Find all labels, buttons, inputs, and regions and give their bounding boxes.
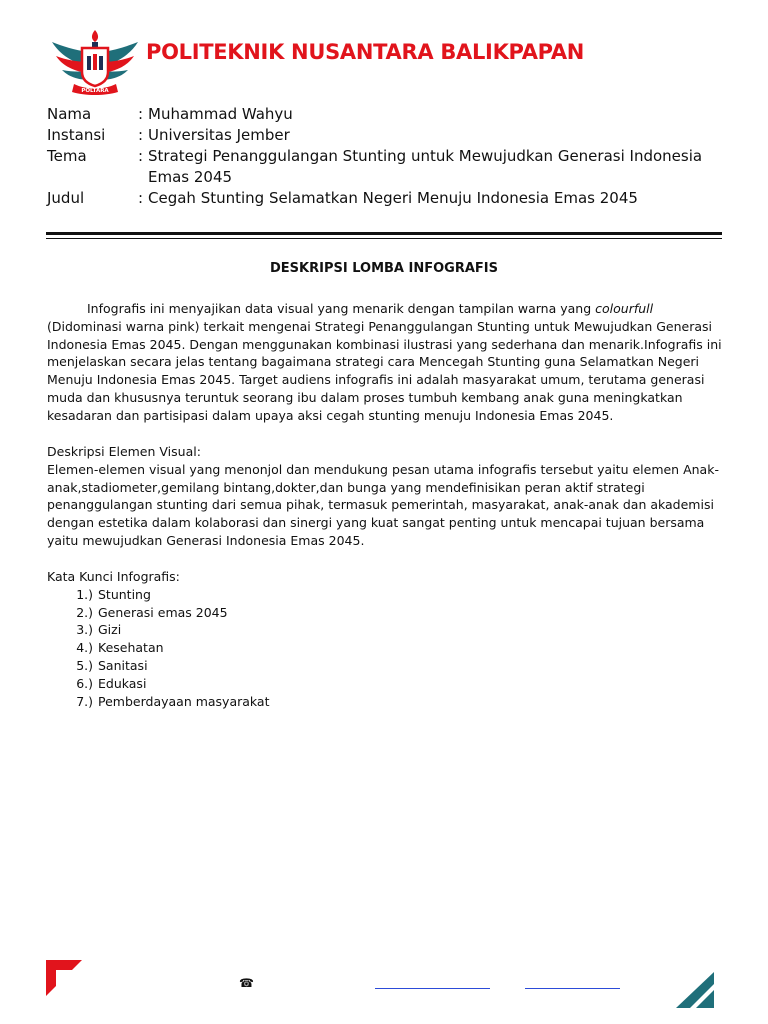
keywords-list <box>47 586 725 711</box>
list-text: Gizi <box>98 622 122 638</box>
telephone-icon: ☎ <box>239 976 254 990</box>
meta-label: Tema <box>47 147 87 165</box>
meta-label: Nama <box>47 105 92 123</box>
list-number: 3.) <box>76 622 93 638</box>
list-number: 6.) <box>76 675 93 691</box>
visual-elements-heading: Deskripsi Elemen Visual: <box>47 444 201 459</box>
list-text: Kesehatan <box>98 640 164 656</box>
document-heading: DESKRIPSI LOMBA INFOGRAFIS <box>270 261 498 276</box>
meta-value: Muhammad Wahyu <box>148 105 293 123</box>
meta-row-nama <box>47 104 727 125</box>
intro-italic-term: colourfull <box>595 301 654 316</box>
logo-text: POLTARA <box>81 88 109 94</box>
meta-row-judul <box>47 188 727 209</box>
list-number: 7.) <box>76 693 93 709</box>
list-text: Pemberdayaan masyarakat <box>98 693 270 709</box>
corner-decoration-red <box>46 960 82 996</box>
intro-paragraph <box>47 300 725 425</box>
footer-link-underline-2[interactable] <box>525 988 620 989</box>
corner-decoration-teal <box>676 972 714 1008</box>
institution-name: POLITEKNIK NUSANTARA BALIKPAPAN <box>146 40 585 64</box>
list-text: Edukasi <box>98 675 147 691</box>
entry-metadata <box>47 104 727 209</box>
list-item <box>47 604 725 622</box>
keywords-section <box>47 568 725 710</box>
list-item <box>47 657 725 675</box>
meta-value: Cegah Stunting Selamatkan Negeri Menuju Indonesia Emas 2045 <box>148 189 638 207</box>
intro-text-start: Infografis ini menyajikan data visual yang menarik dengan tampilan warna yang <box>87 301 596 316</box>
meta-row-tema <box>47 146 727 188</box>
header-divider-thin <box>46 238 722 239</box>
meta-colon: : <box>138 189 144 207</box>
list-number: 5.) <box>76 657 93 673</box>
list-text: Stunting <box>98 586 151 602</box>
list-text: Generasi emas 2045 <box>98 604 228 620</box>
keywords-heading: Kata Kunci Infografis: <box>47 569 180 584</box>
list-number: 1.) <box>76 586 93 602</box>
poltara-logo <box>48 28 142 96</box>
meta-row-instansi <box>47 125 727 146</box>
intro-text-rest: (Didominasi warna pink) terkait mengenai Strategi Penanggulangan Stunting untuk Mewujudkan Generasi Indonesia Emas 2045. Dengan menggunakan kombinasi ilustrasi yang sederhana dan menarik.Infografis ini menjelaskan secara jelas tentang bagaimana strategi cara Mencegah Stunting guna Selamatkan Negeri Menuju Indonesia Emas 2045. Target audiens infografis ini adalah masyarakat umum, terutama generasi muda dan khususnya teruntuk seorang ibu dalam proses tumbuh kembang anak guna meningkatkan kesadaran dan partisipasi dalam upaya aksi cegah stunting menuju Indonesia Emas 2045. <box>47 318 722 423</box>
meta-colon: : <box>138 105 144 123</box>
list-item <box>47 693 725 711</box>
meta-value: Universitas Jember <box>148 126 290 144</box>
list-text: Sanitasi <box>98 657 148 673</box>
list-number: 2.) <box>76 604 93 620</box>
list-item <box>47 675 725 693</box>
header-divider-thick <box>46 232 722 235</box>
meta-label: Instansi <box>47 126 106 144</box>
list-item <box>47 586 725 604</box>
meta-colon: : <box>138 126 144 144</box>
visual-elements-body: Elemen-elemen visual yang menonjol dan mendukung pesan utama infografis tersebut yaitu elemen Anak-anak,stadiometer,gemilang bintang,dokter,dan bunga yang mendefinisikan peran aktif strategi penanggulangan stunting dari semua pihak, termasuk pemerintah, masyarakat, anak-anak dan akademisi dengan estetika dalam kolaborasi dan sinergi yang kuat sangat penting untuk mencapai tujuan bersama yaitu mewujudkan Generasi Indonesia Emas 2045. <box>47 461 719 548</box>
footer-link-underline-1[interactable] <box>375 988 490 989</box>
list-item <box>47 621 725 639</box>
meta-value: Strategi Penanggulangan Stunting untuk Mewujudkan Generasi Indonesia Emas 2045 <box>148 147 703 186</box>
visual-elements-section <box>47 443 725 550</box>
list-number: 4.) <box>76 640 93 656</box>
list-item <box>47 639 725 657</box>
meta-label: Judul <box>47 189 85 207</box>
meta-colon: : <box>138 147 144 165</box>
